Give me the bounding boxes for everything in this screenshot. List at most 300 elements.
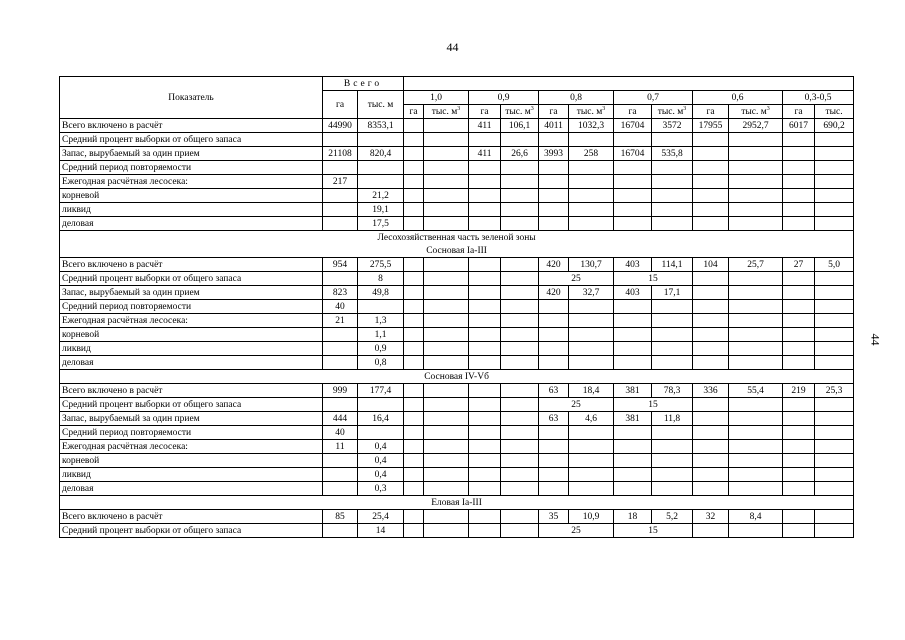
value-cell [614,342,652,356]
value-cell [693,454,729,468]
unit-cube-superscript: 3 [530,105,534,112]
header-groups-blank [404,77,854,91]
value-cell [469,412,501,426]
value-cell [404,286,424,300]
value-cell [358,426,404,440]
value-cell [501,300,539,314]
table-row [60,440,854,454]
value-cell [501,510,539,524]
row-label: ликвид [60,203,323,217]
value-cell [539,328,569,342]
header-group-3: 0,7 [614,91,693,105]
value-cell [539,426,569,440]
row-label: Ежегодная расчётная лесосека: [60,314,323,328]
value-cell [693,440,729,454]
row-label: Всего включено в расчёт [60,384,323,398]
value-cell [501,454,539,468]
value-cell [539,300,569,314]
value-cell [569,482,614,496]
value-cell [404,258,424,272]
value-cell [501,412,539,426]
value-cell [569,300,614,314]
value-cell [614,468,652,482]
value-cell [729,356,783,370]
value-cell [815,314,854,328]
value-cell [783,412,815,426]
value-cell [729,440,783,454]
value-cell [614,300,652,314]
header-unit-ha: га [783,105,815,119]
value-cell [424,440,469,454]
row-label: Всего включено в расчёт [60,510,323,524]
value-cell: 16704 [614,147,652,161]
header-group-4: 0,6 [693,91,783,105]
table-row [60,398,854,412]
value-cell [469,203,501,217]
value-cell [424,482,469,496]
value-cell [783,217,815,231]
value-cell: 8353,1 [358,119,404,133]
value-cell [614,133,652,147]
value-cell [323,468,358,482]
value-cell [693,356,729,370]
value-cell [693,328,729,342]
value-cell [358,398,404,412]
value-cell [469,217,501,231]
value-cell [729,133,783,147]
value-cell [693,426,729,440]
value-cell [404,454,424,468]
header-total-ha: га [323,91,358,119]
value-cell: 258 [569,147,614,161]
value-cell [693,342,729,356]
value-cell: 823 [323,286,358,300]
value-cell [469,524,501,538]
value-cell [693,482,729,496]
value-cell: 21,2 [358,189,404,203]
value-cell [501,203,539,217]
value-cell [501,161,539,175]
value-cell [424,119,469,133]
section-title: Сосновая IV-Vб [60,370,854,384]
value-cell [729,147,783,161]
value-cell [539,175,569,189]
value-cell [614,161,652,175]
value-cell [815,272,854,286]
value-cell [323,328,358,342]
value-cell: 0,4 [358,440,404,454]
value-cell [404,119,424,133]
value-cell [815,300,854,314]
value-cell [815,203,854,217]
value-cell [404,426,424,440]
value-cell [469,384,501,398]
value-cell [693,314,729,328]
value-cell [815,161,854,175]
value-cell [424,161,469,175]
value-cell: 17,5 [358,217,404,231]
value-cell: 420 [539,286,569,300]
value-cell: 999 [323,384,358,398]
value-cell [404,356,424,370]
value-cell [652,133,693,147]
value-cell [783,161,815,175]
row-label: деловая [60,217,323,231]
row-label: Ежегодная расчётная лесосека: [60,440,323,454]
value-cell [539,342,569,356]
value-cell [404,342,424,356]
value-cell [783,426,815,440]
value-cell: 14 [358,524,404,538]
value-cell: 403 [614,286,652,300]
value-cell: 15 [614,272,693,286]
value-cell [469,482,501,496]
value-cell [323,161,358,175]
value-cell [569,175,614,189]
row-label: Запас, вырубаемый за один прием [60,147,323,161]
unit-cube-superscript: 3 [457,105,461,112]
value-cell: 106,1 [501,119,539,133]
value-cell: 16,4 [358,412,404,426]
value-cell: 15 [614,398,693,412]
header-group-2: 0,8 [539,91,614,105]
value-cell [815,356,854,370]
value-cell: 954 [323,258,358,272]
value-cell [783,133,815,147]
value-cell [404,175,424,189]
value-cell: 17,1 [652,286,693,300]
value-cell: 411 [469,147,501,161]
value-cell: 0,4 [358,454,404,468]
value-cell [652,426,693,440]
value-cell [569,203,614,217]
value-cell [323,524,358,538]
value-cell [783,482,815,496]
value-cell [323,398,358,412]
value-cell [501,328,539,342]
value-cell [501,440,539,454]
value-cell [783,454,815,468]
value-cell [815,189,854,203]
value-cell [729,314,783,328]
value-cell [469,328,501,342]
value-cell: 25,3 [815,384,854,398]
row-label: ликвид [60,468,323,482]
header-unit-ha: га [614,105,652,119]
section-title: Еловая Iа-III [60,496,854,510]
value-cell: 104 [693,258,729,272]
value-cell: 49,8 [358,286,404,300]
value-cell [614,217,652,231]
value-cell [729,342,783,356]
table-row [60,384,854,398]
value-cell: 403 [614,258,652,272]
value-cell: 5,2 [652,510,693,524]
page-number-side: 44 [868,333,883,346]
value-cell [501,258,539,272]
value-cell [815,328,854,342]
value-cell [424,286,469,300]
row-label: корневой [60,189,323,203]
value-cell [729,398,783,412]
table-row [60,300,854,314]
value-cell [815,412,854,426]
value-cell [424,133,469,147]
value-cell [404,272,424,286]
value-cell: 78,3 [652,384,693,398]
value-cell [652,217,693,231]
value-cell [729,482,783,496]
section-header-row [60,244,854,258]
row-label: Ежегодная расчётная лесосека: [60,175,323,189]
value-cell [815,286,854,300]
value-cell [501,133,539,147]
value-cell [815,175,854,189]
value-cell [693,161,729,175]
value-cell: 11,8 [652,412,693,426]
value-cell [323,272,358,286]
value-cell [652,468,693,482]
header-total: Всего [323,77,404,91]
value-cell [783,147,815,161]
header-unit-thousand-m3 [501,105,539,119]
value-cell [501,426,539,440]
value-cell [323,217,358,231]
value-cell [323,189,358,203]
value-cell [652,300,693,314]
value-cell: 35 [539,510,569,524]
value-cell: 2952,7 [729,119,783,133]
value-cell [729,468,783,482]
value-cell [539,468,569,482]
value-cell [693,217,729,231]
value-cell [539,314,569,328]
value-cell [614,328,652,342]
value-cell [783,524,815,538]
value-cell [539,454,569,468]
value-cell [815,454,854,468]
row-label: Средний период повторяемости [60,300,323,314]
value-cell [323,342,358,356]
value-cell [783,314,815,328]
value-cell [815,147,854,161]
value-cell [424,314,469,328]
section-header-row [60,231,854,245]
value-cell [783,328,815,342]
value-cell: 4011 [539,119,569,133]
value-cell [469,258,501,272]
row-label: Средний процент выборки от общего запаса [60,272,323,286]
value-cell [652,440,693,454]
section-title: Сосновая Iа-III [60,244,854,258]
value-cell [424,468,469,482]
value-cell: 690,2 [815,119,854,133]
value-cell [652,342,693,356]
value-cell [404,468,424,482]
header-unit-thousand-m3 [569,105,614,119]
value-cell [404,314,424,328]
value-cell [693,412,729,426]
value-cell [815,133,854,147]
value-cell [501,524,539,538]
value-cell: 820,4 [358,147,404,161]
value-cell: 26,6 [501,147,539,161]
value-cell: 1,1 [358,328,404,342]
value-cell [323,356,358,370]
value-cell [469,133,501,147]
value-cell [323,482,358,496]
value-cell [783,286,815,300]
value-cell [569,189,614,203]
value-cell: 217 [323,175,358,189]
value-cell [729,203,783,217]
value-cell: 1032,3 [569,119,614,133]
page-number-top: 44 [446,40,459,54]
value-cell: 44990 [323,119,358,133]
value-cell [693,147,729,161]
value-cell: 535,8 [652,147,693,161]
header-unit-thousand-m3 [652,105,693,119]
value-cell [358,133,404,147]
unit-cube-superscript: 3 [766,105,770,112]
value-cell [652,203,693,217]
value-cell: 1,3 [358,314,404,328]
table-row [60,217,854,231]
header-unit-thousand-m3 [424,105,469,119]
value-cell [539,482,569,496]
table-row [60,189,854,203]
value-cell [469,314,501,328]
value-cell [569,342,614,356]
header-indicator: Показатель [60,77,323,119]
value-cell [404,133,424,147]
value-cell: 5,0 [815,258,854,272]
value-cell [501,217,539,231]
table-row [60,426,854,440]
row-label: Запас, вырубаемый за один прием [60,412,323,426]
value-cell: 17955 [693,119,729,133]
value-cell [469,175,501,189]
value-cell [404,524,424,538]
value-cell [404,203,424,217]
table-row [60,286,854,300]
value-cell [501,398,539,412]
value-cell [783,189,815,203]
value-cell [729,272,783,286]
table-row [60,203,854,217]
value-cell [783,300,815,314]
value-cell [815,398,854,412]
value-cell: 275,5 [358,258,404,272]
value-cell [729,328,783,342]
value-cell: 27 [783,258,815,272]
value-cell [501,272,539,286]
value-cell [729,286,783,300]
value-cell: 11 [323,440,358,454]
value-cell [501,314,539,328]
unit-text: тыс. м [657,106,684,117]
table-row [60,272,854,286]
value-cell [569,328,614,342]
value-cell [501,356,539,370]
unit-cube-superscript: 3 [602,105,606,112]
value-cell [614,175,652,189]
value-cell [693,300,729,314]
value-cell [358,161,404,175]
value-cell: 0,3 [358,482,404,496]
value-cell: 3572 [652,119,693,133]
value-cell [729,217,783,231]
value-cell [569,161,614,175]
value-cell [815,468,854,482]
table-row [60,147,854,161]
value-cell [404,161,424,175]
value-cell [404,217,424,231]
value-cell [358,175,404,189]
value-cell [469,468,501,482]
value-cell [614,356,652,370]
value-cell: 15 [614,524,693,538]
value-cell [569,133,614,147]
section-header-row [60,370,854,384]
value-cell: 0,8 [358,356,404,370]
value-cell [501,286,539,300]
value-cell [815,510,854,524]
table-row [60,314,854,328]
value-cell [815,217,854,231]
value-cell: 32,7 [569,286,614,300]
value-cell [614,189,652,203]
value-cell [424,328,469,342]
row-label: деловая [60,482,323,496]
value-cell [539,161,569,175]
value-cell [501,482,539,496]
value-cell [469,454,501,468]
value-cell [424,272,469,286]
header-group-1: 0,9 [469,91,539,105]
value-cell: 40 [323,300,358,314]
value-cell [424,412,469,426]
value-cell [729,454,783,468]
value-cell: 25,7 [729,258,783,272]
table-row [60,161,854,175]
value-cell [404,482,424,496]
value-cell [539,189,569,203]
row-label: корневой [60,454,323,468]
value-cell [652,189,693,203]
value-cell: 0,4 [358,468,404,482]
value-cell [569,468,614,482]
value-cell: 381 [614,384,652,398]
value-cell [469,356,501,370]
value-cell [783,175,815,189]
value-cell [469,189,501,203]
value-cell [404,398,424,412]
table-row [60,524,854,538]
table-row [60,342,854,356]
value-cell [501,175,539,189]
value-cell [424,175,469,189]
value-cell: 18 [614,510,652,524]
value-cell [652,356,693,370]
value-cell [783,468,815,482]
value-cell [424,510,469,524]
value-cell [501,468,539,482]
value-cell: 8 [358,272,404,286]
value-cell [652,161,693,175]
value-cell: 85 [323,510,358,524]
value-cell: 25 [539,524,614,538]
